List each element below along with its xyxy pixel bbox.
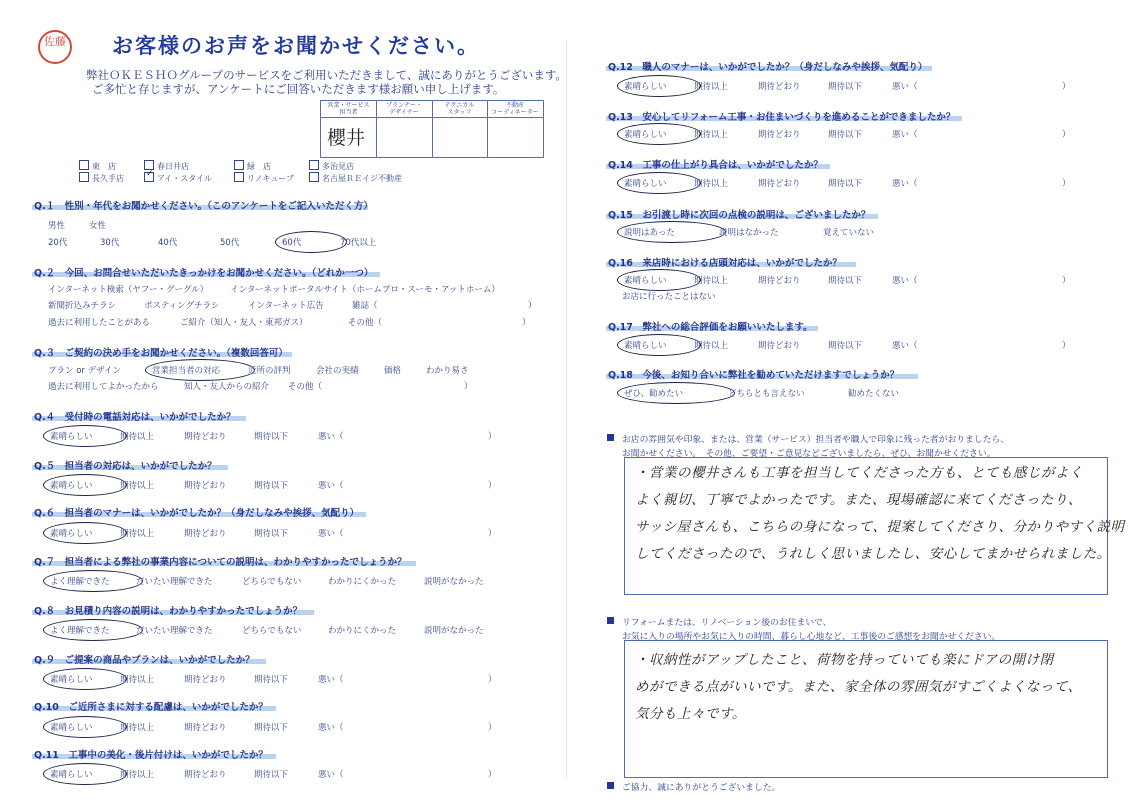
checkbox-checked-icon: ✓ (144, 172, 154, 182)
q7-option[interactable]: どちらでもない (242, 577, 302, 587)
rating-option[interactable]: 悪い（ (318, 723, 344, 733)
rating-option-selected[interactable]: 素晴らしい (50, 768, 120, 780)
q2-text: Q.２ 今回、お問合せいただいたきっかけをお聞かせください。（どれか一つ） (34, 268, 374, 279)
q13-text: Q.13 安心してリフォーム工事・お住まいづくりを進めることができましたか？ (608, 112, 956, 123)
q7-option[interactable]: だいたい理解できた (136, 577, 213, 587)
rating-option[interactable]: 期待どおり (758, 276, 801, 286)
gender-male[interactable]: 男性 (48, 221, 66, 231)
rating-option-selected[interactable]: 素晴らしい (624, 177, 694, 189)
store-checkbox[interactable]: 東 店 (79, 160, 116, 172)
q14-text: Q.14 工事の仕上がり具合は、いかがでしたか？ (608, 160, 823, 171)
age-option[interactable]: 40代 (158, 238, 178, 248)
q4-text: Q.４ 受付時の電話対応は、いかがでしたか？ (34, 412, 236, 423)
q6-text: Q.６ 担当者のマナーは、いかがでしたか？（身だしなみや挨拶、気配り） (34, 508, 360, 519)
q3-option-selected[interactable]: 営業担当者の対応 (152, 364, 248, 376)
q3-option[interactable]: 会社の実績 (316, 366, 359, 376)
q2-option[interactable]: 新聞折込みチラシ (48, 301, 117, 311)
q2-option[interactable]: その他（ (348, 318, 383, 328)
q3-option[interactable]: 近所の評判 (248, 366, 291, 376)
q15-option-selected[interactable]: 説明はあった (624, 226, 719, 238)
q18-text: Q.18 今後、お知り合いに弊社を勧めていただけますでしょうか？ (608, 370, 900, 381)
gender-female[interactable]: 女性 (89, 221, 107, 231)
intro-line-1: 弊社ＯＫＥＳＨＯグループのサービスをご利用いただきまして、誠にありがとうございます。 (86, 68, 567, 82)
rating-option[interactable]: 期待以下 (254, 675, 289, 685)
rating-option-selected[interactable]: 素晴らしい (624, 274, 694, 286)
rating-option-selected[interactable]: 素晴らしい (624, 339, 694, 351)
rating-option-selected[interactable]: 素晴らしい (624, 80, 694, 92)
q7-options (50, 575, 484, 587)
staff-col-realestate (487, 101, 543, 157)
intro-line-2: ご多忙と存じますが、アンケートにご回答いただきます様お願い申し上げます。 (92, 82, 505, 96)
rating-paren-close: ） (1062, 341, 1071, 351)
rating-option[interactable]: 期待以下 (254, 770, 289, 780)
q10-options (50, 721, 497, 733)
rating-paren-close: ） (1062, 276, 1071, 286)
rating-option[interactable]: 期待以上 (120, 770, 155, 780)
q12-text: Q.12 職人のマナーは、いかがでしたか？（身だしなみや挨拶、気配り） (608, 62, 928, 73)
q2-row3 (48, 316, 531, 328)
q15-text: Q.15 お引渡し時に次回の点検の説明は、ございましたか？ (608, 210, 871, 221)
staff-header-sales: 営業・サービス 担当者 (321, 101, 376, 118)
comment1-line: ・営業の櫻井さんも工事を担当してくださった方も、とても感じがよく (635, 465, 1083, 481)
comment1-prompt-line2: お聞かせください。 その他、ご要望・ご意見などございましたら、ぜひ、お聞かせください。 (622, 449, 996, 459)
q3-option[interactable]: 価格 (384, 366, 402, 376)
sales-signature: 櫻井 (327, 127, 366, 149)
comment2-line: めができる点がいいです。また、家全体の雰囲気がすごくよくなって、 (635, 679, 1082, 695)
staff-col-planner (376, 101, 433, 157)
store-checkbox[interactable]: 春日井店 (144, 160, 189, 172)
staff-header-technical: テクニカル スタッフ (432, 101, 487, 118)
q3-option[interactable]: その他（ (288, 382, 323, 392)
rating-option[interactable]: 期待以上 (120, 432, 155, 442)
staff-header-realestate: 不動産 コーディネーター (487, 101, 543, 118)
survey-title: お客様のお声をお聞かせください。 (112, 34, 480, 58)
rating-option[interactable]: 期待以上 (694, 341, 729, 351)
q3-option[interactable]: 知人・友人からの紹介 (184, 382, 270, 392)
comment2-prompt-line2: お気に入りの場所やお気に入りの時間、暮らし心地など、工事後のご感想をお聞かせください。 (622, 632, 1001, 642)
section-bullet-icon (607, 782, 614, 789)
rating-paren-close: ） (1062, 82, 1071, 92)
q7-option[interactable]: 説明がなかった (424, 577, 484, 587)
q3-option[interactable]: 過去に利用してよかったから (48, 382, 159, 392)
comment1-line: サッシ屋さんも、こちらの身になって、提案してくださり、分かりやすく説明 (635, 519, 1125, 535)
staff-col-technical (432, 101, 488, 157)
q16-options (624, 274, 1071, 286)
q3-paren-close: ） (464, 382, 473, 392)
comment1-prompt-line1: お店の雰囲気や印象、または、営業（サービス）担当者や職人で印象に残った者がおりましたら、 (622, 435, 1010, 445)
rating-paren-close: ） (488, 770, 497, 780)
rating-option[interactable]: 悪い（ (892, 82, 918, 92)
rating-paren-close: ） (488, 675, 497, 685)
rating-option[interactable]: 期待以下 (828, 82, 863, 92)
store-checkbox[interactable]: リノキューブ (234, 172, 294, 184)
rating-option[interactable]: 期待以上 (120, 481, 155, 491)
q2-paren-close: ） (522, 318, 531, 328)
staff-header-planner: プランナー・ デザイナー (376, 101, 432, 118)
rating-option[interactable]: 期待以上 (694, 179, 729, 189)
rating-option[interactable]: 期待どおり (184, 529, 227, 539)
q11-text: Q.11 工事中の美化・後片付けは、いかがでしたか？ (34, 750, 268, 761)
q1-text: Q.１ 性別・年代をお聞かせください。（このアンケートをご記入いただく方） (34, 201, 373, 212)
rating-option[interactable]: 悪い（ (892, 130, 918, 140)
q2-option[interactable]: インターネット広告 (248, 301, 324, 311)
rating-option[interactable]: 期待どおり (758, 130, 801, 140)
age-option[interactable]: 70代以上 (340, 238, 377, 248)
store-checkbox-checked[interactable]: ✓ アイ・スタイル (146, 169, 213, 183)
rating-option[interactable]: 期待どおり (184, 481, 227, 491)
q2-option[interactable]: ポスティングチラシ (144, 301, 220, 311)
comment1-line: してくださったので、うれしく思いましたし、安心してまかせられました。 (635, 546, 1111, 562)
checkbox-icon (234, 160, 244, 170)
q11-options (50, 768, 497, 780)
q5-text: Q.５ 担当者の対応は、いかがでしたか？ (34, 461, 217, 472)
rating-paren-close: ） (488, 432, 497, 442)
staff-col-sales (321, 101, 377, 157)
q5-options (50, 479, 497, 491)
q17-text: Q.17 弊社への総合評価をお願いいたします。 (608, 322, 813, 333)
rating-option[interactable]: 期待以下 (828, 179, 863, 189)
checkbox-icon (234, 172, 244, 182)
rating-option[interactable]: 期待どおり (184, 432, 227, 442)
staff-table (320, 100, 544, 158)
rating-option[interactable]: 期待以上 (694, 82, 729, 92)
q2-row2 (48, 299, 537, 311)
rating-option[interactable]: 悪い（ (892, 276, 918, 286)
age-option[interactable]: 50代 (220, 238, 240, 248)
rating-option[interactable]: 期待どおり (758, 179, 801, 189)
q8-option[interactable]: 説明がなかった (424, 626, 484, 636)
store-checkbox[interactable]: 長久手店 (79, 172, 124, 184)
rating-option[interactable]: 期待以上 (120, 675, 155, 685)
comment2-line: ・収納性がアップしたこと、荷物を持っていても楽にドアの開け閉 (635, 652, 1054, 668)
column-divider (566, 40, 567, 780)
section-bullet-icon (607, 434, 614, 441)
q17-options (624, 339, 1071, 351)
footer-thanks: ご協力、誠にありがとうございました。 (622, 783, 781, 793)
q13-options (624, 128, 1071, 140)
checkbox-icon (79, 160, 89, 170)
checkbox-icon (79, 172, 89, 182)
rating-option[interactable]: 悪い（ (892, 341, 918, 351)
comment2-line: 気分も上々です。 (635, 706, 746, 722)
checkbox-icon (309, 160, 319, 170)
comment1-line: よく親切、丁寧でよかったです。また、現場確認に来てくださったり、 (635, 492, 1082, 508)
rating-option[interactable]: 期待どおり (758, 82, 801, 92)
q8-option-selected[interactable]: よく理解できた (50, 624, 136, 636)
rating-option[interactable]: 期待以下 (254, 723, 289, 733)
q8-text: Q.８ お見積り内容の説明は、わかりやすかったでしょうか？ (34, 606, 303, 617)
rating-option[interactable]: 期待以下 (828, 130, 863, 140)
q8-option[interactable]: どちらでもない (242, 626, 302, 636)
rating-option[interactable]: 悪い（ (318, 770, 344, 780)
rating-paren-close: ） (488, 723, 497, 733)
comment2-prompt-line1: リフォームまたは、リノベーション後のお住まいで、 (622, 618, 832, 628)
q8-options (50, 624, 484, 636)
store-checkbox[interactable]: 多治見店 (309, 160, 354, 172)
rating-option[interactable]: 悪い（ (892, 179, 918, 189)
q2-row1 (48, 283, 500, 295)
store-checkbox[interactable]: 緑 店 (234, 160, 271, 172)
q2-option[interactable]: 過去に利用したことがある (48, 318, 151, 328)
q3-row2 (48, 380, 473, 392)
rating-option[interactable]: 悪い（ (318, 481, 344, 491)
rating-paren-close: ） (1062, 130, 1071, 140)
rating-option[interactable]: 期待どおり (758, 341, 801, 351)
q18-options (624, 387, 899, 399)
q15-options (624, 226, 874, 238)
rating-option[interactable]: 期待以下 (254, 529, 289, 539)
q9-options (50, 673, 497, 685)
q7-text: Q.７ 担当者による弊社の事業内容についての説明は、わかりやすかったでしょうか？ (34, 557, 407, 568)
rating-option[interactable]: 悪い（ (318, 432, 344, 442)
rating-paren-close: ） (488, 481, 497, 491)
q14-options (624, 177, 1071, 189)
q3-option[interactable]: わかり易さ (426, 366, 469, 376)
rating-option[interactable]: 期待以下 (254, 432, 289, 442)
q1-genders (48, 219, 106, 231)
age-option-selected[interactable]: 60代 (282, 236, 340, 248)
q2-option[interactable]: インターネットポータルサイト（ホームプロ・スーモ・アットホーム） (230, 285, 500, 295)
checkbox-icon (309, 172, 319, 182)
q7-option-selected[interactable]: よく理解できた (50, 575, 136, 587)
q16-extra-option[interactable]: お店に行ったことはない (622, 292, 716, 302)
store-checkbox[interactable]: 名古屋ＲＥイジ不動産 (309, 172, 402, 184)
comment2-box[interactable] (624, 640, 1108, 778)
rating-option-selected[interactable]: 素晴らしい (50, 721, 120, 733)
q16-text: Q.16 来店時における店頭対応は、いかがでしたか？ (608, 258, 842, 269)
rating-option[interactable]: 期待以上 (120, 529, 155, 539)
q15-option[interactable]: 覚えていない (823, 228, 875, 238)
rating-option[interactable]: 期待どおり (184, 675, 227, 685)
q18-option[interactable]: 勧めたくない (848, 389, 900, 399)
rating-option-selected[interactable]: 素晴らしい (50, 430, 120, 442)
q18-option-selected[interactable]: ぜひ、勧めたい (624, 387, 728, 399)
age-option[interactable]: 20代 (48, 238, 68, 248)
rating-option-selected[interactable]: 素晴らしい (624, 128, 694, 140)
q15-option[interactable]: 説明はなかった (719, 228, 779, 238)
rating-option[interactable]: 期待どおり (184, 770, 227, 780)
rating-option[interactable]: 期待以下 (254, 481, 289, 491)
q1-ages (48, 236, 376, 248)
q2-option[interactable]: インターネット検索（ヤフー・グーグル） (48, 285, 209, 295)
q8-option[interactable]: だいたい理解できた (136, 626, 213, 636)
q12-options (624, 80, 1071, 92)
q10-text: Q.10 ご近所さまに対する配慮は、いかがでしたか？ (34, 702, 268, 713)
rating-option[interactable]: 悪い（ (318, 529, 344, 539)
q4-options (50, 430, 497, 442)
q2-paren-close: ） (528, 301, 537, 311)
q6-options (50, 527, 497, 539)
section-bullet-icon (607, 617, 614, 624)
q3-option[interactable]: プラン or デザイン (48, 366, 122, 376)
age-option[interactable]: 30代 (100, 238, 120, 248)
rating-option[interactable]: 期待以上 (694, 276, 729, 286)
name-stamp: 佐藤 (38, 30, 72, 64)
q18-option[interactable]: どちらとも言えない (728, 389, 805, 399)
rating-option[interactable]: 期待以下 (828, 341, 863, 351)
comment1-box[interactable] (624, 457, 1125, 595)
rating-option-selected[interactable]: 素晴らしい (50, 479, 120, 491)
rating-paren-close: ） (1062, 179, 1071, 189)
rating-option[interactable]: 期待以上 (120, 723, 155, 733)
rating-option[interactable]: 期待どおり (184, 723, 227, 733)
rating-option[interactable]: 期待以上 (694, 130, 729, 140)
q3-row1 (48, 364, 469, 376)
rating-option-selected[interactable]: 素晴らしい (50, 527, 120, 539)
rating-option-selected[interactable]: 素晴らしい (50, 673, 120, 685)
rating-option[interactable]: 期待以下 (828, 276, 863, 286)
q2-option[interactable]: 雑誌（ (352, 301, 378, 311)
q3-text: Q.３ ご契約の決め手をお聞かせください。（複数回答可） (34, 348, 288, 359)
rating-paren-close: ） (488, 529, 497, 539)
q8-option[interactable]: わかりにくかった (328, 626, 397, 636)
q2-option[interactable]: ご紹介（知人・友人・東邦ガス） (180, 318, 308, 328)
q7-option[interactable]: わかりにくかった (328, 577, 397, 587)
q9-text: Q.９ ご提案の商品やプランは、いかがでしたか？ (34, 655, 255, 666)
rating-option[interactable]: 悪い（ (318, 675, 344, 685)
